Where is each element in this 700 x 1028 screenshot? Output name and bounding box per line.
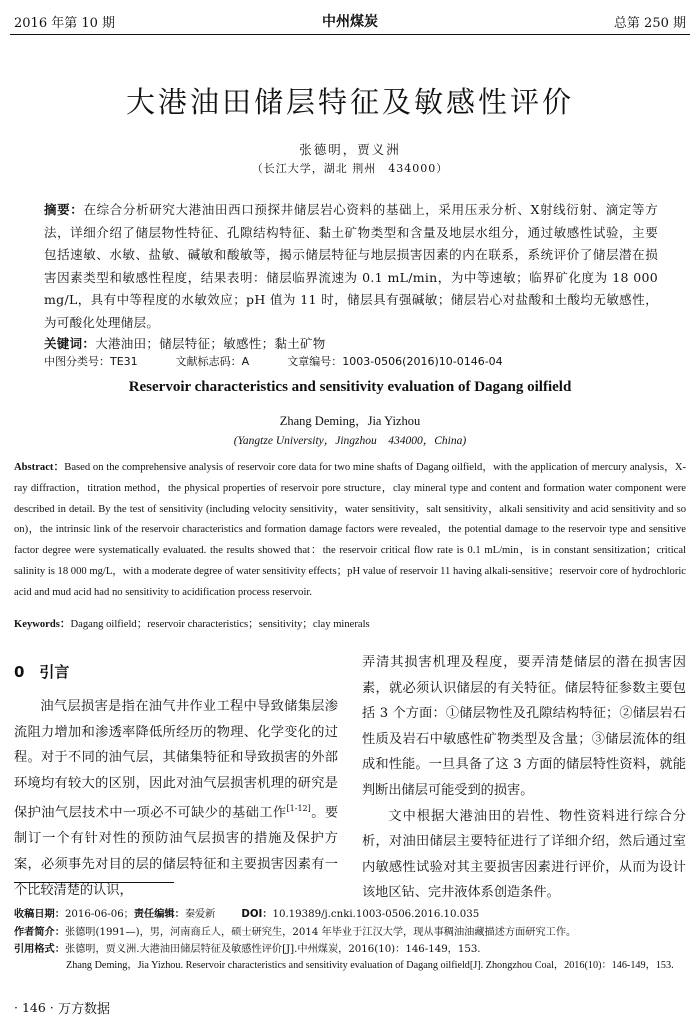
journal-name: 中州煤炭: [322, 14, 378, 30]
keywords-cn-text: 大港油田；储层特征；敏感性；黏土矿物: [95, 336, 326, 351]
footnote-divider: [14, 882, 174, 883]
keywords-en: [14, 615, 686, 636]
footnote-author: [14, 925, 690, 942]
author-label: 作者简介：: [14, 927, 65, 938]
abstract-cn: [44, 199, 658, 334]
english-affiliation-text: (Yangtze University，Jingzhou 434000，China): [233, 435, 467, 447]
cite-cn: 张德明，贾义洲.大港油田储层特征及敏感性评价[J].中州煤炭，2016(10)：146-149，153.: [64, 944, 481, 955]
wanfang-brand: 万方数据: [58, 1002, 111, 1017]
clc-number: 中图分类号：TE31: [44, 355, 138, 368]
page-number: · 146 ·: [14, 1000, 54, 1015]
editor-name: 秦爱新: [184, 909, 216, 920]
body-paragraph: 文中根据大港油田的岩性、物性资料进行综合分析，对油田储层主要特征进行了详细介绍，然后通过室内敏感性试验对其主要损害因素进行评价，从而为设计该地区钻、完井液体系创造条件。: [362, 808, 686, 901]
keywords-cn-label: 关键词：: [44, 336, 96, 351]
english-affiliation: [0, 432, 700, 448]
received-label: 收稿日期：: [14, 909, 65, 920]
footnote-citation: [14, 942, 690, 959]
author-bio: 张德明(1991—)，男，河南商丘人，硕士研究生，2014 年毕业于江汉大学，现从事稠油油藏描述方面研究工作。: [64, 927, 577, 938]
received-date: 2016-06-06；: [64, 909, 134, 920]
abstract-en: [14, 458, 686, 604]
total-issue-label: 总第 250 期: [613, 16, 686, 31]
footnote-received: [14, 907, 690, 924]
keywords-en-label: Keywords：: [14, 619, 71, 630]
cite-label: 引用格式：: [14, 944, 65, 955]
footnote-citation-en: Zhang Deming，Jia Yizhou. Reservoir characteristics and sensitivity evaluation of Dagang oilfield[J]. Zhongzhou Coal，2016(10)：146-149，153.: [66, 960, 674, 971]
classification-line: [44, 353, 541, 369]
editor-label: 责任编辑：: [133, 909, 185, 920]
document-code: 文献标志码：A: [175, 355, 250, 368]
english-title: Reservoir characteristics and sensitivity evaluation of Dagang oilfield: [128, 379, 572, 395]
abstract-cn-text: 在综合分析研究大港油田西口预探井储层岩心资料的基础上，采用压汞分析、X射线衍射、滴定等方法，详细介绍了储层物性特征、孔隙结构特征、黏土矿物类型和含量及地层水组分，通过敏感性试验，主要包括速敏、水敏、盐敏、碱敏和酸敏等，揭示储层特征与地层损害因素的内在联系，系统评价了储层潜在损害因素类型和敏感性程度，结果表明：储层临界流速为 0.1 mL/min，为中等速敏；临界矿化度为 18 000 mg/L，具有中等程度的水敏效应；pH 值为 11 时，储层具有强碱敏；储层岩心对盐酸和土酸均无敏感性，为可酸化处理储层。: [44, 202, 658, 330]
body-column-right: [362, 650, 686, 906]
body-paragraph: [14, 694, 338, 903]
issue-label: 2016 年第 10 期: [14, 16, 116, 31]
body-paragraph: 弄清其损害机理及程度，要弄清楚储层的潜在损害因素，就必须认识储层的有关特征。储层特征参数主要包括 3 个方面：①储层物性及孔隙结构特征；②储层岩石性质及岩石中敏感性矿物类型及含量；③储层流体的组成和性能。一旦具备了这 3 方面的储层特性资料，就能判断出储层可能受到的损害。: [362, 655, 686, 798]
paper-title: 大港油田储层特征及敏感性评价: [125, 85, 574, 119]
header-divider: [10, 34, 690, 35]
english-authors: Zhang Deming，Jia Yizhou: [279, 414, 421, 428]
body-text: 油气层损害是指在油气井作业工程中导致储集层渗流阻力增加和渗透率降低所经历的物理、化学变化的过程。对于不同的油气层，其储集特征和导致损害的外部环境均有较大的区别，因此对油气层损害机理的研究是保护油气层技术中一项必不可缺少的基础工作: [14, 699, 338, 821]
abstract-en-text: Based on the comprehensive analysis of reservoir core data for two mine shafts of Dagang oilfield，with the application of mercury analysis，X-ray diffraction，titration method，the physical properties of reservoir pore structure，clay mineral type and content and formation water component were described in detail. By the test of sensitivity (including velocity sensitivity，water sensitivity，salt sensitivity，alkali sensitivity and acid sensitivity and so on)，the intrinsic link of the reservoir characteristics and formation damage factors were revealed，the potential damage to the reservoir type and sensitive factor degree were systematically evaluated. the results showed that：the reservoir critical flow rate is 0.1 mL/min，is in constant sensitization；critical salinity is 18 000 mg/L，with a moderate degree of water sensitivity effects；pH value of reservoir 11 having alkali-sensitive；reservoir core of hydrochloric acid and mud acid had no sensitivity to acidification process reservoir.: [14, 462, 686, 598]
abstract-en-label: Abstract：: [14, 462, 65, 473]
section-heading: 0 引言: [14, 663, 70, 681]
doi-label: DOI：: [241, 909, 273, 920]
body-text: 。要制订一个有针对性的预防油气层损害的措施及保护方案，必须事先对目的层的储层特征和主要损害因素有一个比较清楚的认识，: [14, 805, 339, 898]
paper-authors: 张德明，贾义洲: [299, 142, 401, 157]
citation-ref[interactable]: [1-12]: [286, 804, 311, 814]
doi-value[interactable]: 10.19389/j.cnki.1003-0506.2016.10.035: [272, 909, 480, 920]
article-number: 文章编号：1003-0506(2016)10-0146-04: [287, 355, 503, 368]
abstract-cn-label: 摘要：: [44, 202, 84, 217]
body-column-left: [14, 694, 338, 903]
paper-affiliation: （长江大学，湖北 荆州 434000）: [251, 162, 449, 175]
keywords-en-text: Dagang oilfield；reservoir characteristics；sensitivity；clay minerals: [70, 619, 370, 630]
